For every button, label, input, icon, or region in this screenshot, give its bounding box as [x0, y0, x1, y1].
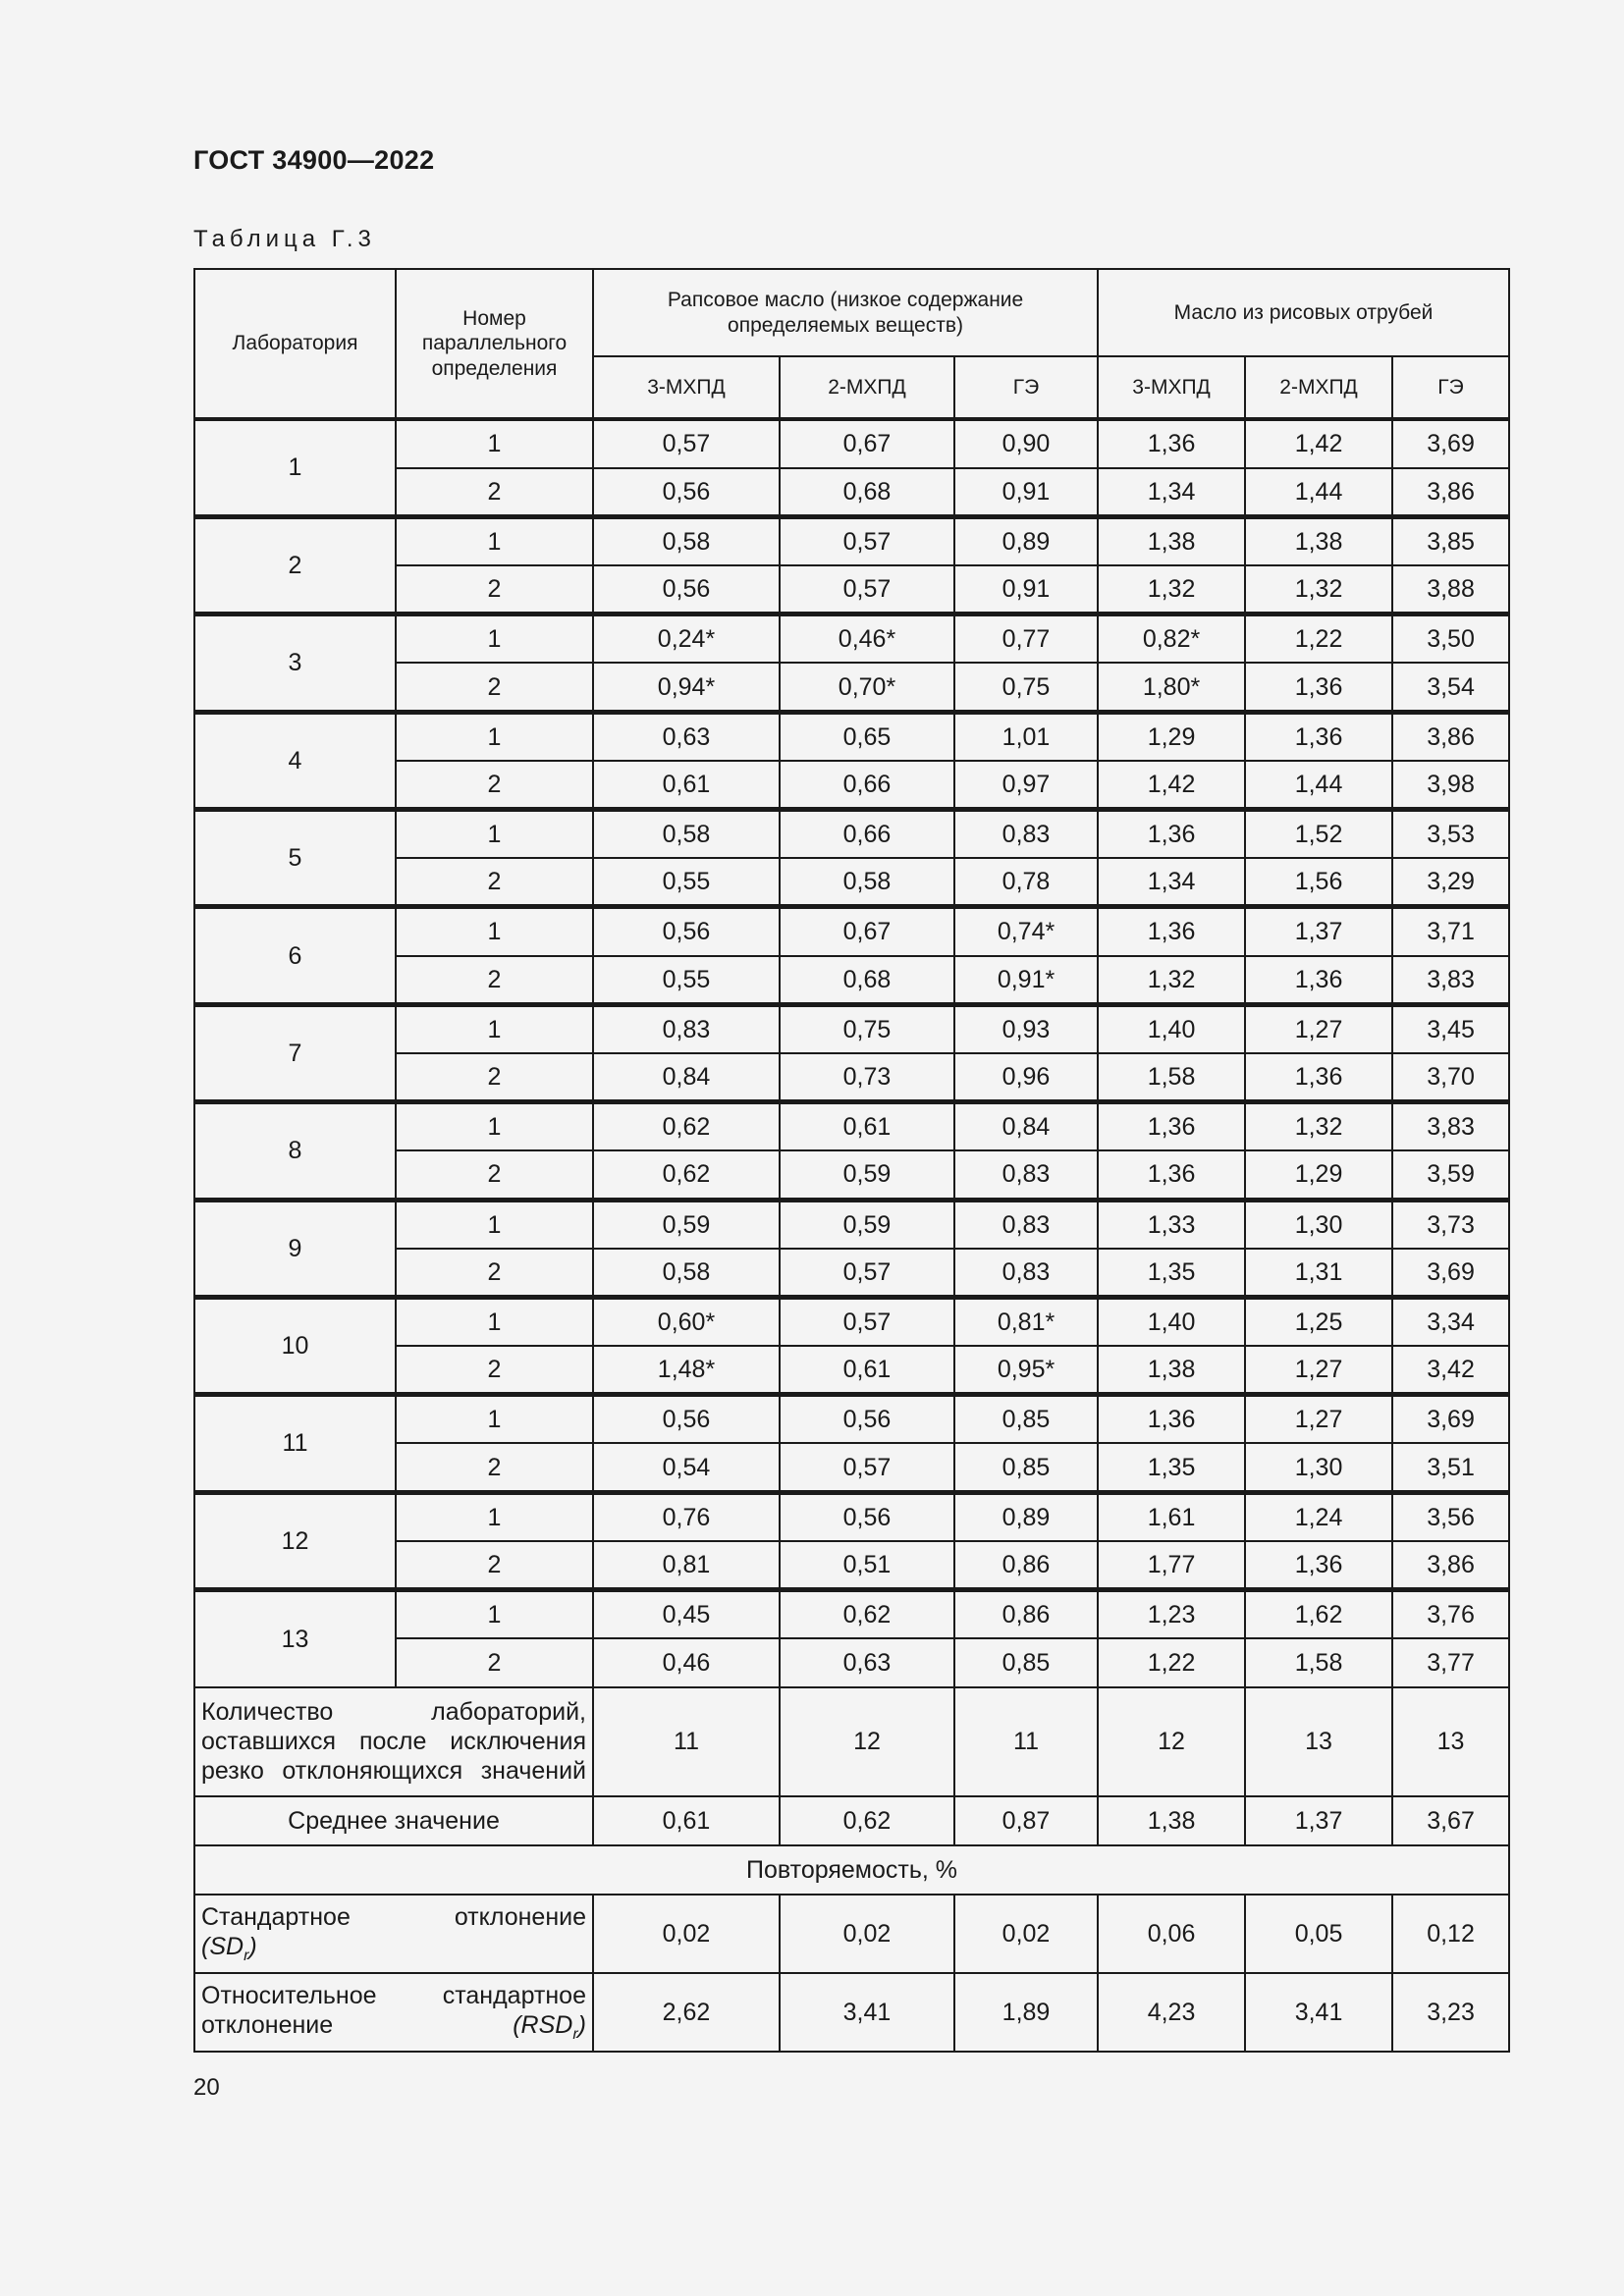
parallel-number: 2: [396, 1053, 593, 1102]
value-cell: 1,40: [1098, 1297, 1245, 1346]
value-cell: 3,76: [1392, 1590, 1509, 1639]
sd-value: 0,02: [593, 1895, 780, 1973]
value-cell: 0,59: [593, 1200, 780, 1249]
value-cell: 0,93: [954, 1004, 1098, 1053]
value-cell: 0,46: [593, 1638, 780, 1687]
value-cell: 0,57: [780, 516, 954, 565]
value-cell: 1,27: [1245, 1004, 1392, 1053]
value-cell: 1,32: [1245, 1102, 1392, 1151]
value-cell: 3,71: [1392, 907, 1509, 956]
value-cell: 0,54: [593, 1443, 780, 1492]
value-cell: 3,98: [1392, 761, 1509, 810]
value-cell: 1,22: [1245, 614, 1392, 664]
rsd-label-word: отклонение: [201, 2010, 334, 2039]
value-cell: 0,81: [593, 1541, 780, 1590]
lab-number: 6: [194, 907, 396, 1004]
value-cell: 3,83: [1392, 956, 1509, 1005]
header-group-rice-bran: Масло из рисовых отрубей: [1098, 269, 1509, 356]
value-cell: 0,51: [780, 1541, 954, 1590]
value-cell: 0,85: [954, 1443, 1098, 1492]
value-cell: 1,58: [1098, 1053, 1245, 1102]
value-cell: 0,83: [954, 1249, 1098, 1298]
header-col: 2-МХПД: [780, 356, 954, 419]
value-cell: 0,91: [954, 565, 1098, 614]
value-cell: 3,86: [1392, 468, 1509, 517]
lab-number: 4: [194, 712, 396, 809]
value-cell: 1,31: [1245, 1249, 1392, 1298]
value-cell: 1,36: [1245, 712, 1392, 761]
header-parallel: Номер параллельного определения: [396, 269, 593, 419]
value-cell: 0,62: [780, 1590, 954, 1639]
mean-row: [194, 1796, 1509, 1845]
value-cell: 0,56: [593, 565, 780, 614]
parallel-number: 2: [396, 663, 593, 712]
value-cell: 0,62: [593, 1150, 780, 1200]
lab-number: 7: [194, 1004, 396, 1101]
value-cell: 0,56: [780, 1492, 954, 1541]
rsd-label-line: Относительное стандартное: [201, 1981, 586, 2009]
table-row: [194, 1004, 1509, 1053]
count-label-line: Количество лабораторий,: [201, 1698, 586, 1727]
rsd-label-line2: отклонение $(RSD_r)$: [201, 2010, 586, 2043]
value-cell: 3,77: [1392, 1638, 1509, 1687]
value-cell: 0,63: [593, 712, 780, 761]
value-cell: 0,58: [593, 516, 780, 565]
value-cell: 1,36: [1098, 1102, 1245, 1151]
count-value: 12: [1098, 1687, 1245, 1796]
value-cell: 1,22: [1098, 1638, 1245, 1687]
value-cell: 0,89: [954, 1492, 1098, 1541]
value-cell: 0,68: [780, 468, 954, 517]
rsd-value: 3,41: [780, 1973, 954, 2052]
value-cell: 1,36: [1098, 907, 1245, 956]
count-label-line: оставшихся после исключения: [201, 1728, 586, 1756]
value-cell: 0,45: [593, 1590, 780, 1639]
parallel-number: 1: [396, 1102, 593, 1151]
mean-value: 1,37: [1245, 1796, 1392, 1845]
value-cell: 0,56: [780, 1395, 954, 1444]
value-cell: 1,38: [1098, 516, 1245, 565]
table-row: [194, 1492, 1509, 1541]
parallel-number: 1: [396, 1297, 593, 1346]
table-row: [194, 419, 1509, 468]
value-cell: 0,83: [954, 1200, 1098, 1249]
value-cell: 1,42: [1098, 761, 1245, 810]
value-cell: 3,73: [1392, 1200, 1509, 1249]
value-cell: 1,30: [1245, 1443, 1392, 1492]
parallel-number: 2: [396, 956, 593, 1005]
value-cell: 1,32: [1245, 565, 1392, 614]
value-cell: 1,36: [1098, 1395, 1245, 1444]
rsd-label: [194, 1973, 593, 2052]
value-cell: 3,29: [1392, 858, 1509, 907]
value-cell: 0,67: [780, 907, 954, 956]
value-cell: 0,90: [954, 419, 1098, 468]
value-cell: 0,68: [780, 956, 954, 1005]
value-cell: 0,91*: [954, 956, 1098, 1005]
lab-number: 11: [194, 1395, 396, 1492]
lab-number: 9: [194, 1200, 396, 1297]
value-cell: 1,25: [1245, 1297, 1392, 1346]
value-cell: 1,35: [1098, 1249, 1245, 1298]
value-cell: 1,37: [1245, 907, 1392, 956]
parallel-number: 1: [396, 1395, 593, 1444]
parallel-number: 2: [396, 565, 593, 614]
repeatability-label: Повторяемость, %: [194, 1845, 1509, 1895]
value-cell: 3,86: [1392, 1541, 1509, 1590]
parallel-number: 2: [396, 1150, 593, 1200]
sd-abbr: SD: [209, 1932, 244, 1960]
mean-label: Среднее значение: [194, 1796, 593, 1845]
value-cell: 3,88: [1392, 565, 1509, 614]
parallel-number: 1: [396, 1004, 593, 1053]
value-cell: 3,54: [1392, 663, 1509, 712]
mean-value: 0,62: [780, 1796, 954, 1845]
header-col: ГЭ: [1392, 356, 1509, 419]
value-cell: 0,91: [954, 468, 1098, 517]
mean-value: 3,67: [1392, 1796, 1509, 1845]
value-cell: 1,32: [1098, 565, 1245, 614]
value-cell: 0,63: [780, 1638, 954, 1687]
value-cell: 1,24: [1245, 1492, 1392, 1541]
parallel-number: 2: [396, 1249, 593, 1298]
value-cell: 0,57: [780, 1443, 954, 1492]
parallel-number: 2: [396, 468, 593, 517]
value-cell: 0,73: [780, 1053, 954, 1102]
value-cell: 0,66: [780, 810, 954, 859]
table-row: [194, 810, 1509, 859]
value-cell: 3,34: [1392, 1297, 1509, 1346]
table-row: [194, 1297, 1509, 1346]
value-cell: 0,76: [593, 1492, 780, 1541]
rsd-value: 3,23: [1392, 1973, 1509, 2052]
page-number: 20: [193, 2074, 220, 2101]
table-row: [194, 1200, 1509, 1249]
lab-number: 10: [194, 1297, 396, 1394]
lab-rows: [194, 419, 1509, 1687]
value-cell: 1,77: [1098, 1541, 1245, 1590]
repeatability-row: [194, 1845, 1509, 1895]
count-value: 13: [1245, 1687, 1392, 1796]
table-row: [194, 1102, 1509, 1151]
parallel-number: 1: [396, 516, 593, 565]
value-cell: 0,61: [593, 761, 780, 810]
parallel-number: 1: [396, 1200, 593, 1249]
value-cell: 1,36: [1098, 810, 1245, 859]
sd-value: 0,02: [954, 1895, 1098, 1973]
value-cell: 3,83: [1392, 1102, 1509, 1151]
value-cell: 0,67: [780, 419, 954, 468]
value-cell: 3,70: [1392, 1053, 1509, 1102]
parallel-number: 2: [396, 1443, 593, 1492]
lab-number: 12: [194, 1492, 396, 1589]
rsd-value: 3,41: [1245, 1973, 1392, 2052]
sd-value: 0,02: [780, 1895, 954, 1973]
value-cell: 1,44: [1245, 761, 1392, 810]
header-group-rapeseed: Рапсовое масло (низкое содержание определяемых веществ): [593, 269, 1098, 356]
sd-label: [194, 1895, 593, 1973]
parallel-number: 2: [396, 1346, 593, 1395]
parallel-number: 2: [396, 858, 593, 907]
value-cell: 0,56: [593, 468, 780, 517]
parallel-number: 1: [396, 907, 593, 956]
mean-value: 0,61: [593, 1796, 780, 1845]
value-cell: 0,62: [593, 1102, 780, 1151]
count-value: 11: [593, 1687, 780, 1796]
value-cell: 1,32: [1098, 956, 1245, 1005]
value-cell: 0,96: [954, 1053, 1098, 1102]
value-cell: 0,59: [780, 1150, 954, 1200]
value-cell: 0,57: [780, 1249, 954, 1298]
value-cell: 0,55: [593, 956, 780, 1005]
value-cell: 0,83: [954, 810, 1098, 859]
value-cell: 0,89: [954, 516, 1098, 565]
value-cell: 0,74*: [954, 907, 1098, 956]
value-cell: 3,45: [1392, 1004, 1509, 1053]
count-label: [194, 1687, 593, 1796]
value-cell: 1,36: [1245, 1053, 1392, 1102]
value-cell: 3,69: [1392, 1395, 1509, 1444]
lab-number: 8: [194, 1102, 396, 1200]
table-caption: Таблица Г.3: [193, 226, 376, 252]
value-cell: 1,56: [1245, 858, 1392, 907]
value-cell: 3,59: [1392, 1150, 1509, 1200]
value-cell: 0,24*: [593, 614, 780, 664]
table-row: [194, 712, 1509, 761]
table-row: [194, 1395, 1509, 1444]
count-value: 12: [780, 1687, 954, 1796]
value-cell: 0,56: [593, 907, 780, 956]
parallel-number: 1: [396, 1590, 593, 1639]
header-lab: Лаборатория: [194, 269, 396, 419]
value-cell: 0,57: [780, 565, 954, 614]
table-row: [194, 907, 1509, 956]
value-cell: 1,36: [1245, 1541, 1392, 1590]
value-cell: 1,58: [1245, 1638, 1392, 1687]
value-cell: 0,75: [954, 663, 1098, 712]
value-cell: 3,69: [1392, 1249, 1509, 1298]
value-cell: 0,56: [593, 1395, 780, 1444]
parallel-number: 1: [396, 1492, 593, 1541]
table-row: [194, 614, 1509, 664]
table-row: [194, 516, 1509, 565]
sd-value: 0,06: [1098, 1895, 1245, 1973]
value-cell: 3,85: [1392, 516, 1509, 565]
count-label-line: резко отклоняющихся значений: [201, 1757, 586, 1786]
header-col: 2-МХПД: [1245, 356, 1392, 419]
lab-number: 3: [194, 614, 396, 712]
parallel-number: 2: [396, 1541, 593, 1590]
value-cell: 1,52: [1245, 810, 1392, 859]
value-cell: 0,57: [593, 419, 780, 468]
value-cell: 0,75: [780, 1004, 954, 1053]
value-cell: 0,66: [780, 761, 954, 810]
value-cell: 1,36: [1245, 956, 1392, 1005]
mean-value: 1,38: [1098, 1796, 1245, 1845]
value-cell: 0,61: [780, 1102, 954, 1151]
value-cell: 3,69: [1392, 419, 1509, 468]
value-cell: 0,58: [780, 858, 954, 907]
rsd-value: 1,89: [954, 1973, 1098, 2052]
value-cell: 1,34: [1098, 858, 1245, 907]
rsd-value: 2,62: [593, 1973, 780, 2052]
value-cell: 0,58: [593, 1249, 780, 1298]
lab-number: 2: [194, 516, 396, 614]
header-col: ГЭ: [954, 356, 1098, 419]
value-cell: 3,42: [1392, 1346, 1509, 1395]
count-row: [194, 1687, 1509, 1796]
value-cell: 1,80*: [1098, 663, 1245, 712]
value-cell: 3,51: [1392, 1443, 1509, 1492]
value-cell: 0,81*: [954, 1297, 1098, 1346]
header-col: 3-МХПД: [593, 356, 780, 419]
header-col: 3-МХПД: [1098, 356, 1245, 419]
value-cell: 0,97: [954, 761, 1098, 810]
value-cell: 0,65: [780, 712, 954, 761]
value-cell: 1,40: [1098, 1004, 1245, 1053]
value-cell: 0,83: [954, 1150, 1098, 1200]
value-cell: 0,46*: [780, 614, 954, 664]
value-cell: 3,56: [1392, 1492, 1509, 1541]
value-cell: 3,53: [1392, 810, 1509, 859]
value-cell: 0,55: [593, 858, 780, 907]
value-cell: 1,29: [1098, 712, 1245, 761]
table-row: [194, 1590, 1509, 1639]
sd-value: 0,05: [1245, 1895, 1392, 1973]
results-table: [193, 268, 1510, 2053]
value-cell: 1,33: [1098, 1200, 1245, 1249]
value-cell: 0,61: [780, 1346, 954, 1395]
sd-row: [194, 1895, 1509, 1973]
value-cell: 0,85: [954, 1395, 1098, 1444]
document-header: ГОСТ 34900—2022: [193, 145, 435, 175]
mean-value: 0,87: [954, 1796, 1098, 1845]
parallel-number: 1: [396, 712, 593, 761]
value-cell: 0,84: [593, 1053, 780, 1102]
parallel-number: 2: [396, 1638, 593, 1687]
value-cell: 1,61: [1098, 1492, 1245, 1541]
value-cell: 0,78: [954, 858, 1098, 907]
rsd-value: 4,23: [1098, 1973, 1245, 2052]
value-cell: 0,94*: [593, 663, 780, 712]
value-cell: 1,42: [1245, 419, 1392, 468]
rsd-abbr-sub: r: [572, 2025, 578, 2043]
value-cell: 0,59: [780, 1200, 954, 1249]
value-cell: 1,27: [1245, 1395, 1392, 1444]
value-cell: 1,36: [1245, 663, 1392, 712]
value-cell: 1,27: [1245, 1346, 1392, 1395]
value-cell: 0,58: [593, 810, 780, 859]
value-cell: 0,70*: [780, 663, 954, 712]
value-cell: 1,44: [1245, 468, 1392, 517]
sd-abbr-sub: r: [244, 1947, 249, 1964]
value-cell: 1,34: [1098, 468, 1245, 517]
value-cell: 0,86: [954, 1541, 1098, 1590]
sd-value: 0,12: [1392, 1895, 1509, 1973]
value-cell: 0,60*: [593, 1297, 780, 1346]
value-cell: 1,36: [1098, 419, 1245, 468]
value-cell: 1,38: [1098, 1346, 1245, 1395]
value-cell: 0,57: [780, 1297, 954, 1346]
value-cell: 1,01: [954, 712, 1098, 761]
parallel-number: 2: [396, 761, 593, 810]
count-value: 13: [1392, 1687, 1509, 1796]
lab-number: 13: [194, 1590, 396, 1687]
value-cell: 1,38: [1245, 516, 1392, 565]
value-cell: 3,86: [1392, 712, 1509, 761]
sd-label-abbr: $(SD_r)$: [201, 1932, 257, 1964]
value-cell: 0,84: [954, 1102, 1098, 1151]
value-cell: 1,29: [1245, 1150, 1392, 1200]
value-cell: 0,95*: [954, 1346, 1098, 1395]
value-cell: 0,86: [954, 1590, 1098, 1639]
value-cell: 1,36: [1098, 1150, 1245, 1200]
parallel-number: 1: [396, 810, 593, 859]
value-cell: 0,85: [954, 1638, 1098, 1687]
value-cell: 0,77: [954, 614, 1098, 664]
parallel-number: 1: [396, 419, 593, 468]
value-cell: 1,62: [1245, 1590, 1392, 1639]
value-cell: 1,30: [1245, 1200, 1392, 1249]
value-cell: 3,50: [1392, 614, 1509, 664]
rsd-abbr: RSD: [520, 2010, 573, 2039]
value-cell: 1,23: [1098, 1590, 1245, 1639]
lab-number: 1: [194, 419, 396, 516]
value-cell: 1,48*: [593, 1346, 780, 1395]
rsd-row: [194, 1973, 1509, 2052]
sd-label-line: Стандартное отклонение: [201, 1902, 586, 1931]
parallel-number: 1: [396, 614, 593, 664]
value-cell: 0,83: [593, 1004, 780, 1053]
value-cell: 0,82*: [1098, 614, 1245, 664]
value-cell: 1,35: [1098, 1443, 1245, 1492]
count-value: 11: [954, 1687, 1098, 1796]
lab-number: 5: [194, 810, 396, 907]
